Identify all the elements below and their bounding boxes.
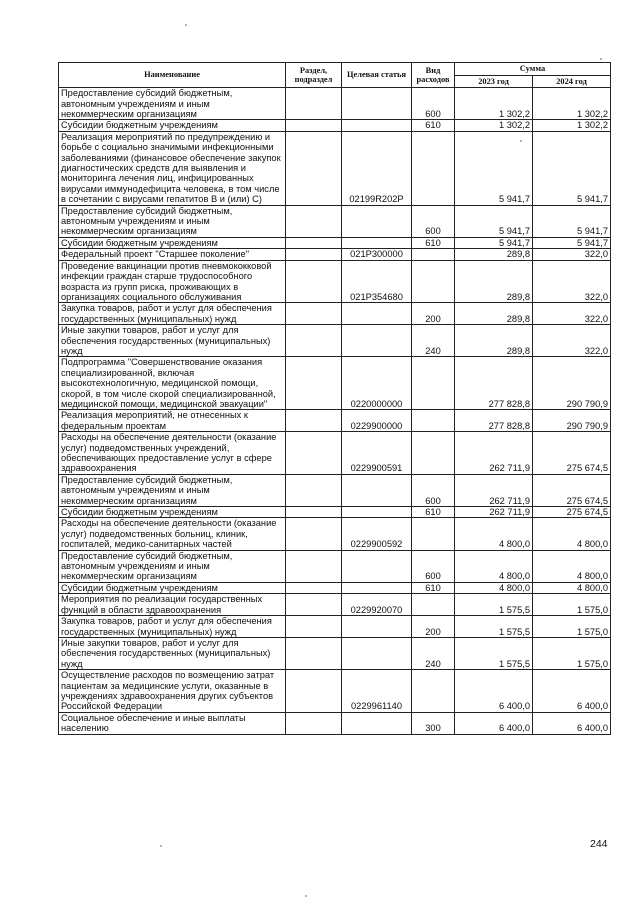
table-row [59,550,611,582]
row-name: Субсидии бюджетным учреждениям [59,237,286,248]
row-name: Закупка товаров, работ и услуг для обеспечения государственных (муниципальных) нужд [59,616,286,638]
row-target: 0229900000 [342,410,412,432]
row-name: Предоставление субсидий бюджетным, автономным учреждениям и иным некоммерческим организациям [59,88,286,120]
table-row [59,303,611,325]
row-sum-2023: 289,8 [455,325,533,357]
table-row [59,712,611,734]
row-expense-type [412,410,455,432]
row-expense-type [412,260,455,303]
table-row [59,432,611,475]
row-name: Субсидии бюджетным учреждениям [59,582,286,593]
row-expense-type: 600 [412,205,455,237]
row-section [286,507,342,518]
row-expense-type [412,357,455,410]
row-section [286,120,342,131]
row-target: 0229900592 [342,518,412,550]
scan-speck [305,895,307,897]
row-section [286,474,342,506]
row-section [286,712,342,734]
row-sum-2024: 1 575,0 [533,594,611,616]
header-name: Наименование [59,63,286,88]
row-sum-2023: 5 941,7 [455,205,533,237]
row-sum-2023: 289,8 [455,260,533,303]
row-sum-2023: 277 828,8 [455,410,533,432]
header-target: Целевая статья [342,63,412,88]
table-row [59,249,611,260]
row-target [342,88,412,120]
row-section [286,205,342,237]
row-sum-2023: 1 302,2 [455,120,533,131]
row-expense-type [412,249,455,260]
table-row [59,357,611,410]
row-expense-type: 200 [412,616,455,638]
row-section [286,303,342,325]
table-row [59,670,611,713]
scan-speck [160,845,162,847]
row-section [286,518,342,550]
row-expense-type: 610 [412,582,455,593]
row-section [286,249,342,260]
row-target [342,507,412,518]
row-sum-2023: 262 711,9 [455,432,533,475]
row-sum-2023: 4 800,0 [455,550,533,582]
header-year-2023: 2023 год [455,75,533,88]
row-target [342,550,412,582]
row-sum-2023: 289,8 [455,303,533,325]
row-expense-type: 610 [412,237,455,248]
header-sum: Сумма [455,63,611,76]
row-target [342,325,412,357]
row-sum-2023: 1 302,2 [455,88,533,120]
row-expense-type: 610 [412,507,455,518]
row-expense-type [412,131,455,205]
row-name: Субсидии бюджетным учреждениям [59,507,286,518]
row-name: Расходы на обеспечение деятельности (оказание услуг) подведомственных больниц, клиник, госпиталей, медико-санитарных частей [59,518,286,550]
header-section: Раздел, подраздел [286,63,342,88]
scan-speck [600,58,602,60]
row-sum-2024: 1 302,2 [533,88,611,120]
row-sum-2024: 6 400,0 [533,712,611,734]
row-expense-type: 600 [412,474,455,506]
row-expense-type [412,594,455,616]
row-sum-2023: 5 941,7 [455,131,533,205]
row-section [286,410,342,432]
header-expense-type: Вид расходов [412,63,455,88]
row-target [342,237,412,248]
table-row [59,637,611,669]
row-sum-2024: 322,0 [533,249,611,260]
table-row [59,237,611,248]
row-name: Предоставление субсидий бюджетным, автономным учреждениям и иным некоммерческим организациям [59,205,286,237]
table-row [59,518,611,550]
row-target: 02199R202P [342,131,412,205]
row-name: Реализация мероприятий по предупреждению и борьбе с социально значимыми инфекционными заболеваниями (финансовое обеспечение закупок диагностических средств для выявления и мониторинга лечения лиц, инфицированных вирусами иммунодефицита человека, в том числе в сочетании с вирусами гепатитов В и (или) С) [59,131,286,205]
row-expense-type: 200 [412,303,455,325]
row-expense-type: 240 [412,637,455,669]
row-section [286,637,342,669]
row-sum-2024: 1 302,2 [533,120,611,131]
table-row [59,594,611,616]
table-row [59,616,611,638]
row-target [342,303,412,325]
table-row [59,582,611,593]
row-target: 0229920070 [342,594,412,616]
row-name: Субсидии бюджетным учреждениям [59,120,286,131]
row-section [286,325,342,357]
row-sum-2023: 277 828,8 [455,357,533,410]
scan-speck [185,24,187,26]
row-section [286,594,342,616]
row-sum-2023: 4 800,0 [455,582,533,593]
row-sum-2024: 275 674,5 [533,432,611,475]
row-section [286,88,342,120]
row-sum-2024: 4 800,0 [533,582,611,593]
row-target [342,205,412,237]
row-name: Социальное обеспечение и иные выплаты населению [59,712,286,734]
row-section [286,550,342,582]
row-expense-type [412,670,455,713]
row-target: 0229961140 [342,670,412,713]
row-name: Предоставление субсидий бюджетным, автономным учреждениям и иным некоммерческим организациям [59,550,286,582]
row-sum-2024: 275 674,5 [533,474,611,506]
row-target: 021P300000 [342,249,412,260]
row-sum-2024: 322,0 [533,325,611,357]
table-row [59,120,611,131]
row-name: Расходы на обеспечение деятельности (оказание услуг) подведомственных учреждений, обеспечивающих предоставление услуг в сфере здравоохранения [59,432,286,475]
row-sum-2023: 6 400,0 [455,712,533,734]
row-name: Осуществление расходов по возмещению затрат пациентам за медицинские услуги, оказанные в учреждениях здравоохранения других субъектов Российской Федерации [59,670,286,713]
row-name: Федеральный проект "Старшее поколение" [59,249,286,260]
table-body [59,88,611,734]
row-sum-2023: 5 941,7 [455,237,533,248]
row-sum-2023: 1 575,5 [455,616,533,638]
row-section [286,582,342,593]
row-target [342,637,412,669]
row-sum-2024: 4 800,0 [533,550,611,582]
row-target [342,582,412,593]
row-sum-2024: 290 790,9 [533,357,611,410]
row-sum-2023: 289,8 [455,249,533,260]
row-section [286,670,342,713]
row-section [286,131,342,205]
row-name: Иные закупки товаров, работ и услуг для обеспечения государственных (муниципальных) нужд [59,637,286,669]
table-row [59,507,611,518]
table-row [59,131,611,205]
row-expense-type: 600 [412,550,455,582]
row-sum-2024: 275 674,5 [533,507,611,518]
row-expense-type [412,518,455,550]
row-name: Иные закупки товаров, работ и услуг для обеспечения государственных (муниципальных) нужд [59,325,286,357]
row-target [342,120,412,131]
row-sum-2024: 5 941,7 [533,131,611,205]
table-row [59,325,611,357]
table-row [59,205,611,237]
table-header [59,63,611,88]
header-year-2024: 2024 год [533,75,611,88]
row-sum-2023: 262 711,9 [455,474,533,506]
row-sum-2023: 1 575,5 [455,637,533,669]
row-name: Предоставление субсидий бюджетным, автономным учреждениям и иным некоммерческим организациям [59,474,286,506]
row-target: 0229900591 [342,432,412,475]
row-target: 0220000000 [342,357,412,410]
row-expense-type [412,432,455,475]
row-expense-type: 300 [412,712,455,734]
row-name: Подпрограмма "Совершенствование оказания специализированной, включая высокотехнологичную, медицинской помощи, скорой, в том числе скорой специализированной, медицинской помощи, медицинской эвакуации" [59,357,286,410]
row-name: Закупка товаров, работ и услуг для обеспечения государственных (муниципальных) нужд [59,303,286,325]
row-sum-2023: 4 800,0 [455,518,533,550]
row-section [286,237,342,248]
row-name: Реализация мероприятий, не отнесенных к федеральным проектам [59,410,286,432]
table-row [59,88,611,120]
row-section [286,432,342,475]
row-sum-2024: 322,0 [533,303,611,325]
row-sum-2024: 290 790,9 [533,410,611,432]
row-sum-2024: 5 941,7 [533,237,611,248]
row-sum-2023: 1 575,5 [455,594,533,616]
row-name: Проведение вакцинации против пневмококковой инфекции граждан старше трудоспособного возраста из групп риска, проживающих в организациях социального обслуживания [59,260,286,303]
row-sum-2024: 322,0 [533,260,611,303]
page-number: 244 [590,838,608,850]
row-target [342,474,412,506]
row-sum-2024: 1 575,0 [533,616,611,638]
row-sum-2023: 262 711,9 [455,507,533,518]
row-sum-2023: 6 400,0 [455,670,533,713]
row-section [286,260,342,303]
row-expense-type: 240 [412,325,455,357]
row-sum-2024: 6 400,0 [533,670,611,713]
row-target: 021P354680 [342,260,412,303]
row-expense-type: 600 [412,88,455,120]
row-name: Мероприятия по реализации государственных функций в области здравоохранения [59,594,286,616]
row-sum-2024: 1 575,0 [533,637,611,669]
table-row [59,474,611,506]
table-row [59,260,611,303]
row-target [342,616,412,638]
budget-table [58,62,611,735]
row-section [286,357,342,410]
row-section [286,616,342,638]
row-target [342,712,412,734]
table-row [59,410,611,432]
row-expense-type: 610 [412,120,455,131]
row-sum-2024: 4 800,0 [533,518,611,550]
row-sum-2024: 5 941,7 [533,205,611,237]
